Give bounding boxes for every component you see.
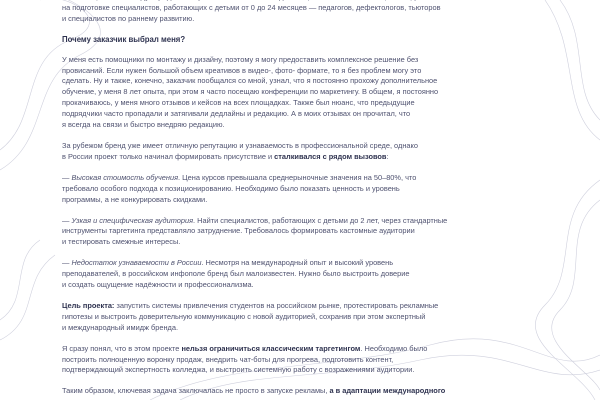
college-highlight [126,0,289,1]
why-heading: Почему заказчик выбрал меня? [62,34,186,44]
brand-paragraph: За рубежом бренд уже имеет отличную репутацию и узнаваемость в профессиональной среде, однако в России проект только начинал формировать присутствие и сталкивался с рядом вызовов: [62,140,418,161]
intro-paragraph: на подготовке специалистов, работающих с детьми от 0 до 24 месяцев — педагогов, дефектологов, тьюторов и специалистов по раннему развитию. [62,0,540,25]
approach-paragraph: Я сразу понял, что в этом проекте нельзя ограничиться классическим таргетингом. Необходимо было построить полноценную воронку продаж, внедрить чат-боты для прогрева, подготовить контент, подтверждающий экспертность колледжа, и выстроить системную работу с возражениями аудитории. [62,343,428,375]
summary-paragraph: Таким образом, ключевая задача заключалась не просто в запуске рекламы, а в адаптации международного [62,386,446,396]
document-body [62,0,540,407]
summary-highlight: а в адаптации международного [329,386,446,396]
challenge-item: — Недостаток узнаваемости в России. Несмотря на международный опыт и высокий уровень преподавателей, в российском инфополе бренд был малоизвестен. Нужно было выстроить доверие и создать ощущение надёжности и профессионализма. [62,258,410,290]
goal-paragraph: Цель проекта: запустить системы привлечения студентов на российском рынке, протестировать рекламные гипотезы и выстроить доверительную коммуникацию с новой аудиторией, сохранив при этом экспертный и международный имидж бренда. [62,300,439,332]
challenge-title: Высокая стоимость обучения [71,172,179,182]
challenge-title: Узкая и специфическая аудитория [71,215,194,225]
goal-label: Цель проекта: [62,300,115,310]
challenge-title: Недостаток узнаваемости в России [71,258,202,268]
approach-highlight: нельзя ограничиться классическим таргетингом [181,343,361,353]
challenges-highlight: сталкивался с рядом вызовов [274,151,387,161]
challenge-item: — Узкая и специфическая аудитория. Найти специалистов, работающих с детьми до 2 лет, через стандартные инструменты таргетинга представляло затруднение. Требовалось формировать кастомные аудитории и тестировать смежные интересы. [62,215,448,247]
why-paragraph: У меня есть помощники по монтажу и дизайну, поэтому я могу предоставить комплексное решение без провисаний. Если нужен большой объем креативов в видео-, фото- формате, то я без проблем могу это сделать. Ну и также, конечно, заказчик пообщался со мной, узнал, что я постоянно прохожу дополнительное обучение, у меня 8 лет опыта, при этом я часто посещаю конференции по маркетингу. В общем, я постоянно прокачиваюсь, у меня много отзывов и кейсов на всех площадках. Также был нюанс, что предыдущие подрядчики часто пропадали и затягивали дедлайны и редакцию. А в моих отзывах он прочитал, что я всегда на связи и быстро внедряю редакцию. [62,54,439,130]
challenge-item: — Высокая стоимость обучения. Цена курсов превышала среднерыночные значения на 50–80%, что требовало особого подхода к позиционированию. Необходимо было показать ценность и уровень программы, а не конкурировать скидками. [62,172,417,204]
